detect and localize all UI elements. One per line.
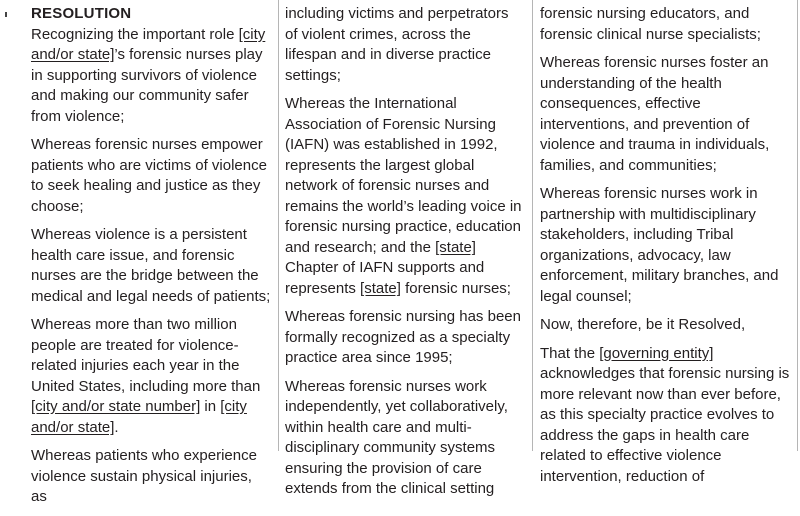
paragraph-work-independently: Whereas forensic nurses work independently, yet collaboratively, within health care and multi-disciplinary community systems ensuring the provision of care extends from the clinical setting (285, 377, 508, 497)
paragraph-educators: forensic nursing educators, and forensic clinical nurse specialists; (540, 5, 761, 43)
paragraph-partnership: Whereas forensic nurses work in partnership with multidisciplinary stakeholders, including Tribal organizations, advocacy, law enforcement, military branches, and legal counsel; (540, 185, 779, 305)
text: Recognizing the important role (31, 25, 239, 43)
paragraph-empower: Whereas forensic nurses empower patients who are victims of violence to seek healing and justice as they choose; (31, 136, 267, 215)
text: in (200, 398, 221, 415)
paragraph-two-million (31, 315, 271, 438)
paragraph-foster-understanding: Whereas forensic nurses foster an understanding of the health consequences, effective interventions, and prevention of violence and trauma in individuals, families, and communities; (540, 54, 770, 174)
text: acknowledges that forensic nursing is more relevant now than ever before, as this specialty practice evolves to address the gaps in health care related to effective violence intervention, reduction of (540, 365, 790, 485)
placeholder-state: [state] (360, 279, 401, 297)
column-divider (797, 0, 798, 451)
placeholder-governing-entity: [governing entity] (599, 344, 714, 362)
placeholder-city-state: [city and/or state] (31, 25, 266, 63)
resolution-column-3 (540, 4, 790, 495)
resolution-heading: RESOLUTION (31, 5, 132, 22)
text: Chapter of IAFN supports and represents (285, 259, 485, 297)
text: forensic nurses; (400, 279, 511, 297)
paragraph-iafn (285, 94, 523, 299)
placeholder-state: [state] (435, 238, 476, 256)
text: That the (540, 344, 600, 362)
paragraph-victims-perpetrators: including victims and perpetrators of violent crimes, across the lifespan and in diverse practice settings; (285, 5, 509, 84)
placeholder-city-state-number: [city and/or state number] (31, 398, 201, 415)
paragraph-physical-injuries: Whereas patients who experience violence sustain physical injuries, as (31, 447, 257, 505)
column-divider (532, 0, 533, 451)
text: . (114, 418, 119, 436)
text: Whereas the International Association of Forensic Nursing (IAFN) was established in 1992, represents the largest global network of forensic nurses and remains the world’s leading voice in forensic nursing practice, education and research; and the (285, 95, 522, 256)
paragraph-resolved: Now, therefore, be it Resolved, (540, 316, 746, 333)
resolution-column-2 (285, 4, 523, 508)
resolution-column-1 (31, 4, 271, 516)
paragraph-recognizing (31, 25, 271, 128)
paragraph-specialty-1995: Whereas forensic nursing has been formally recognized as a specialty practice area since 1995; (285, 308, 521, 366)
placeholder-city-state: [city and/or state] (31, 398, 247, 436)
margin-mark (5, 12, 7, 17)
text: ’s forensic nurses play in supporting survivors of violence and making our community safer from violence; (31, 46, 263, 125)
paragraph-violence-persistent: Whereas violence is a persistent health care issue, and forensic nurses are the bridge between the medical and legal needs of patients; (31, 226, 271, 305)
paragraph-governing-entity (540, 344, 790, 488)
column-divider (278, 0, 279, 451)
text: Whereas more than two million people are treated for violence-related injuries each year in the United States, including more than (31, 316, 261, 395)
